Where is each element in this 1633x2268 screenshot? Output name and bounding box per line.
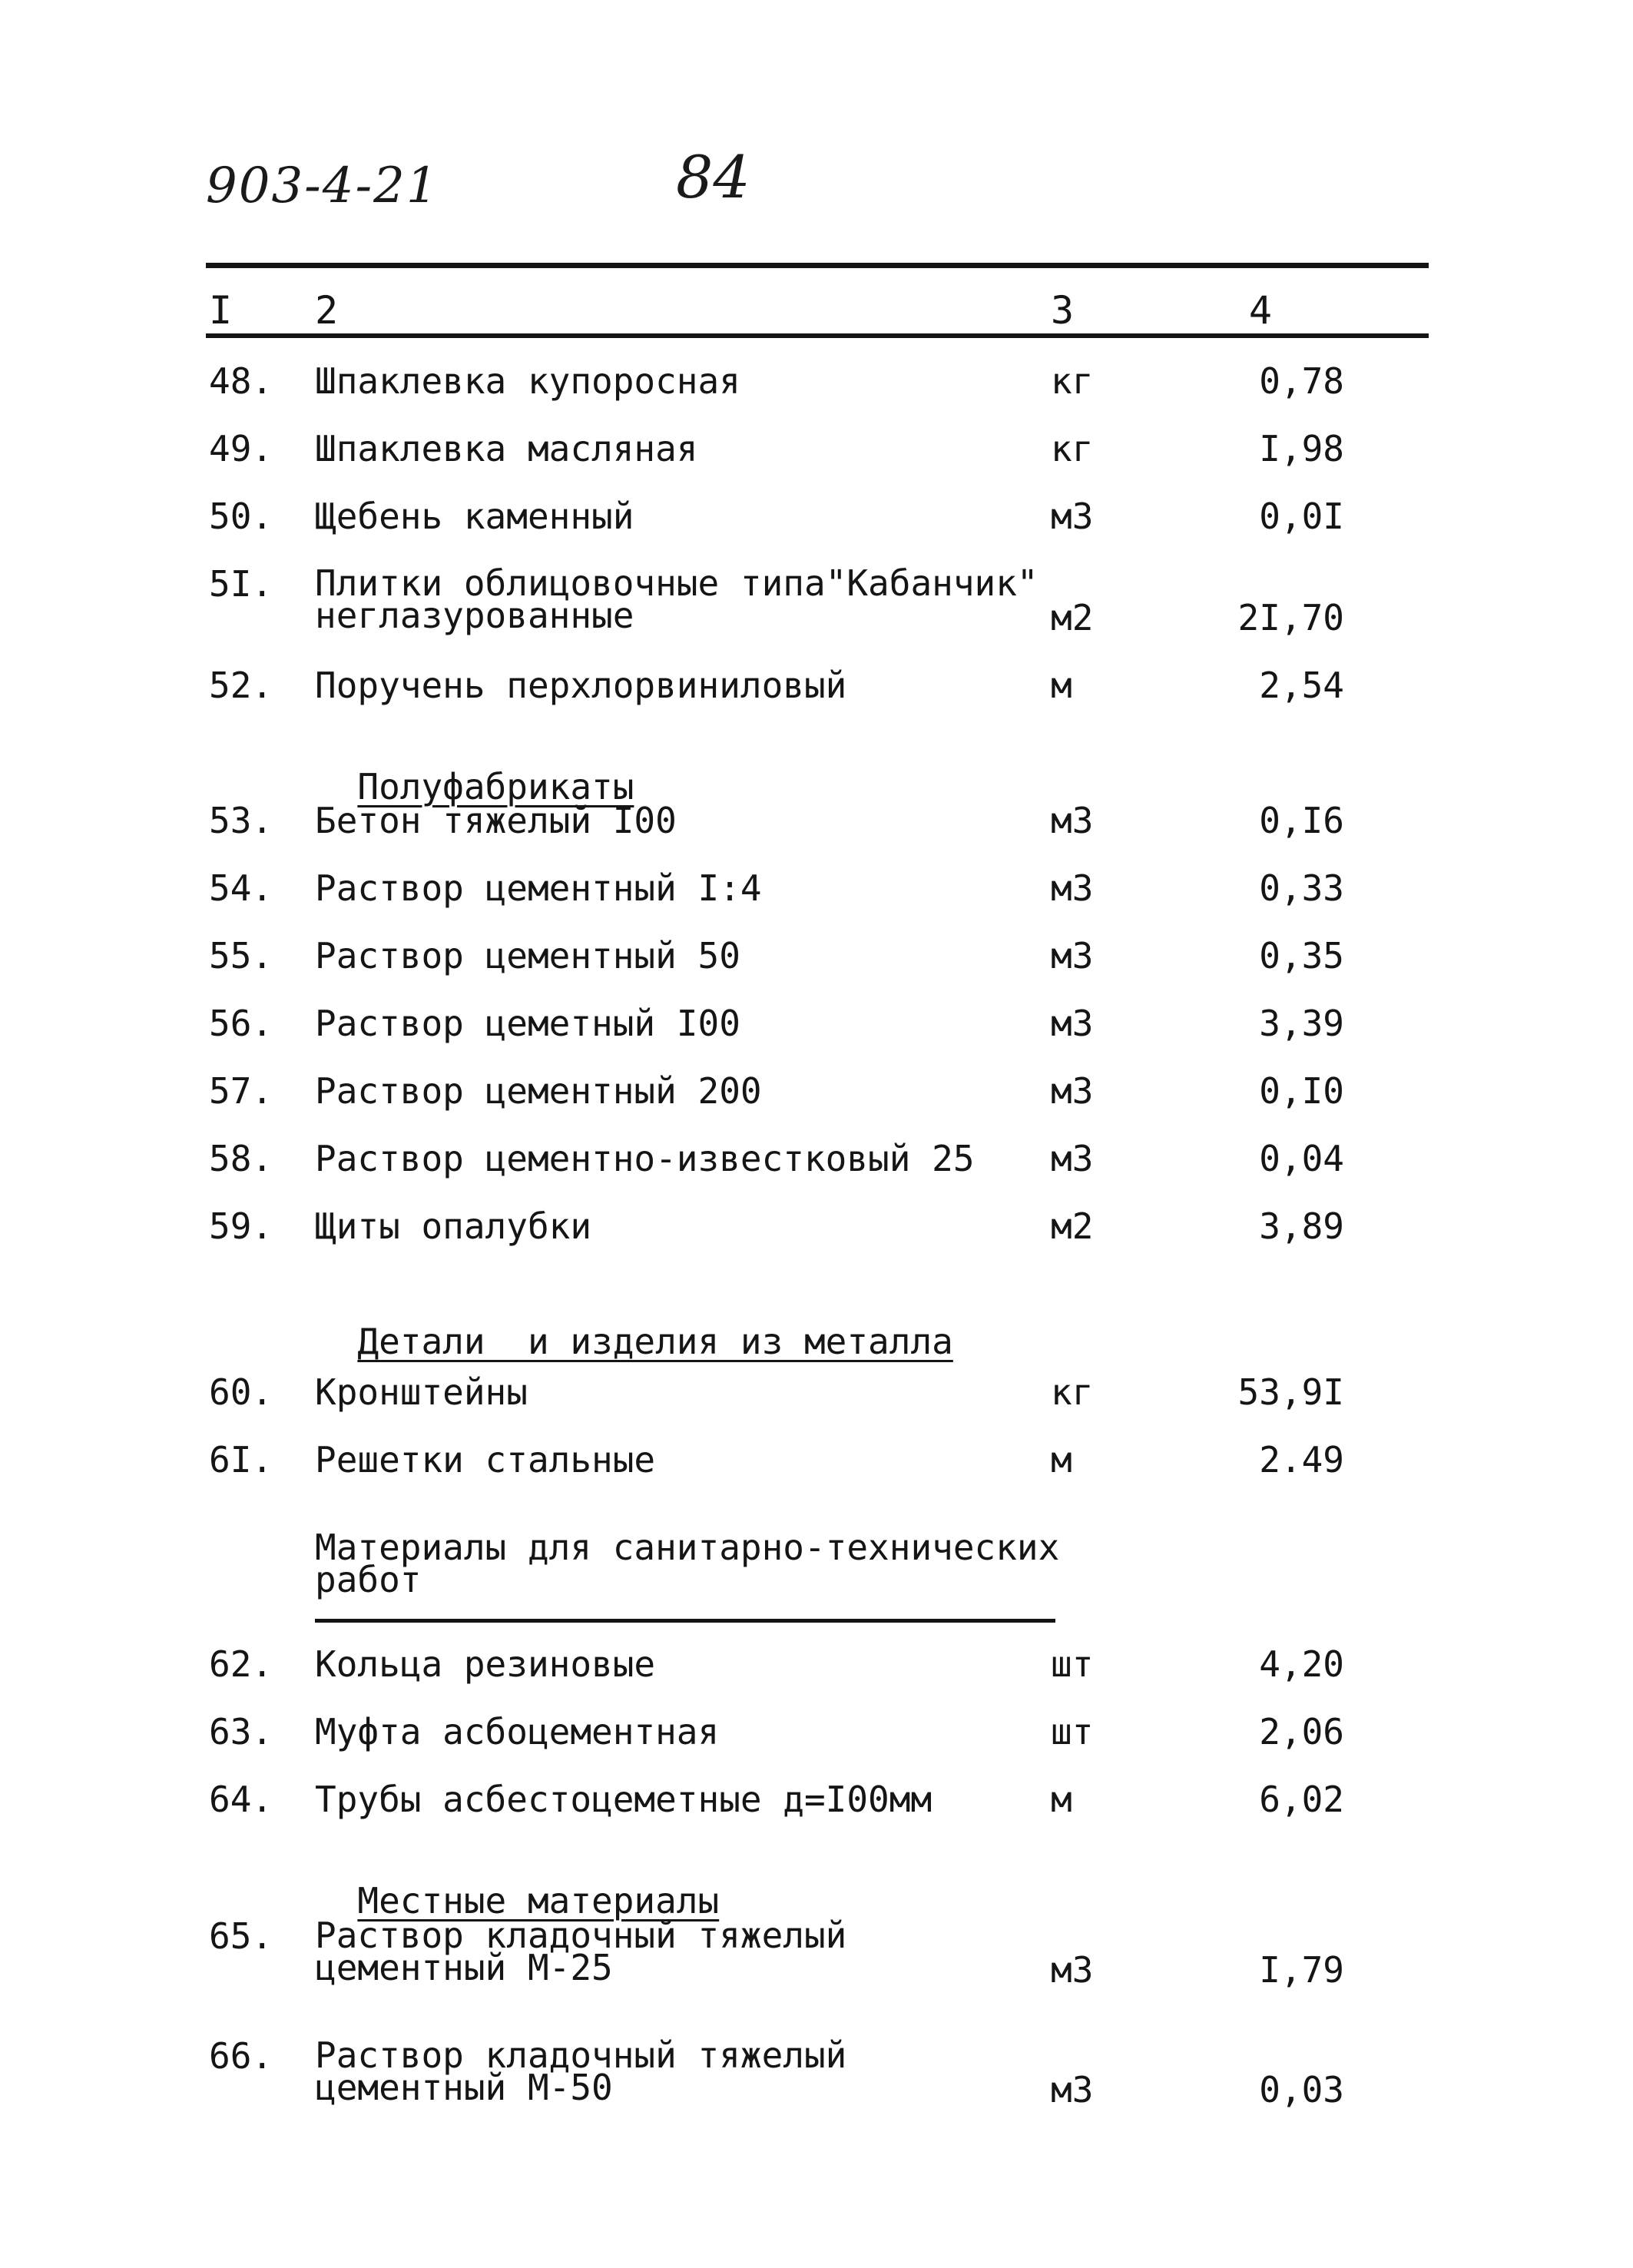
row-unit: м3 (1051, 496, 1094, 537)
row-unit: кг (1051, 360, 1094, 402)
row-unit: м2 (1051, 597, 1094, 638)
page-number: 84 (676, 143, 750, 211)
row-number: 54. (209, 867, 273, 909)
row-quantity: I,98 (1259, 428, 1344, 469)
row-name: Плитки облицовочные типа"Кабанчик" неглазурованные (315, 562, 1038, 636)
row-quantity: 53,9I (1237, 1371, 1344, 1413)
row-name: Шпаклевка масляная (315, 428, 698, 469)
row-unit: м3 (1051, 1138, 1094, 1179)
row-quantity: 3,89 (1259, 1205, 1344, 1247)
row-number: 49. (209, 428, 273, 469)
row-quantity: 0,I0 (1259, 1070, 1344, 1112)
section-heading-sanitary-line1: Материалы для санитарно-технических (315, 1527, 1060, 1568)
row-name: Раствор цементный I:4 (315, 867, 762, 909)
row-unit: кг (1051, 1371, 1094, 1413)
row-number: 50. (209, 496, 273, 537)
row-number: 63. (209, 1711, 273, 1752)
row-unit: м3 (1051, 1070, 1094, 1112)
row-number: 55. (209, 935, 273, 976)
section-heading-text: Местные материалы (357, 1880, 720, 1922)
row-quantity: 2,54 (1259, 665, 1344, 706)
row-quantity: 0,78 (1259, 360, 1344, 402)
row-name: Раствор кладочный тяжелый цементный М-50 (315, 2034, 847, 2108)
row-quantity: 0,0I (1259, 496, 1344, 537)
row-unit: м3 (1051, 867, 1094, 909)
column-header-1: I (209, 288, 233, 333)
row-number: 52. (209, 665, 273, 706)
row-number: 59. (209, 1205, 273, 1247)
section-heading-sanitary-line2: работ (315, 1559, 422, 1600)
row-quantity: 3,39 (1259, 1003, 1344, 1044)
row-name: Шпаклевка купоросная (315, 360, 740, 402)
row-number: 56. (209, 1003, 273, 1044)
row-quantity: 6,02 (1259, 1779, 1344, 1820)
column-header-2: 2 (315, 288, 339, 333)
row-name: Бетон тяжелый I00 (315, 800, 677, 841)
row-number: 53. (209, 800, 273, 841)
row-name: Щиты опалубки (315, 1205, 592, 1247)
row-unit: м (1051, 1779, 1072, 1820)
row-number: 58. (209, 1138, 273, 1179)
row-quantity: 0,04 (1259, 1138, 1344, 1179)
row-name: Раствор цеметный I00 (315, 1003, 740, 1044)
row-unit: кг (1051, 428, 1094, 469)
row-quantity: 2,06 (1259, 1711, 1344, 1752)
row-unit: шт (1051, 1711, 1094, 1752)
row-name: Раствор кладочный тяжелый цементный М-25 (315, 1915, 847, 1988)
row-number: 66. (209, 2035, 273, 2077)
row-number: 62. (209, 1643, 273, 1685)
section-heading-text: Детали и изделия из металла (357, 1321, 953, 1362)
row-unit: м3 (1051, 935, 1094, 976)
row-name: Поручень перхлорвиниловый (315, 665, 847, 706)
row-quantity: 2I,70 (1237, 597, 1344, 638)
row-name: Кронштейны (315, 1371, 528, 1413)
column-header-4: 4 (1248, 288, 1272, 333)
row-number: 60. (209, 1371, 273, 1413)
row-quantity: 0,35 (1259, 935, 1344, 976)
row-unit: м2 (1051, 1205, 1094, 1247)
row-number: 48. (209, 360, 273, 402)
row-name: Кольца резиновые (315, 1643, 656, 1685)
row-number: 64. (209, 1779, 273, 1820)
row-unit: м3 (1051, 1949, 1094, 1991)
row-quantity: 0,03 (1259, 2069, 1344, 2110)
row-name: Раствор цементный 200 (315, 1070, 762, 1112)
row-quantity: 2.49 (1259, 1439, 1344, 1480)
row-name: Щебень каменный (315, 496, 634, 537)
row-quantity: 0,I6 (1259, 800, 1344, 841)
row-name: Раствор цементно-известковый 25 (315, 1138, 975, 1179)
row-number: 65. (209, 1915, 273, 1957)
row-unit: м3 (1051, 1003, 1094, 1044)
row-name: Решетки стальные (315, 1439, 656, 1480)
row-name: Раствор цементный 50 (315, 935, 740, 976)
row-unit: м3 (1051, 800, 1094, 841)
section-heading-text: Полуфабрикаты (357, 766, 634, 807)
column-header-3: 3 (1051, 288, 1075, 333)
row-number: 5I. (209, 563, 273, 605)
row-number: 6I. (209, 1439, 273, 1480)
row-quantity: I,79 (1259, 1949, 1344, 1991)
section-heading-local-materials (315, 1850, 720, 1922)
table-header-rule (206, 333, 1429, 338)
row-unit: м3 (1051, 2069, 1094, 2110)
row-number: 57. (209, 1070, 273, 1112)
section-heading-underline (315, 1619, 1055, 1623)
document-code: 903-4-21 (206, 158, 439, 214)
row-unit: шт (1051, 1643, 1094, 1685)
row-unit: м (1051, 1439, 1072, 1480)
row-name: Муфта асбоцементная (315, 1711, 720, 1752)
row-quantity: 0,33 (1259, 867, 1344, 909)
section-heading-metal-parts (315, 1291, 953, 1362)
table-top-rule (206, 263, 1429, 268)
row-unit: м (1051, 665, 1072, 706)
row-name: Трубы асбестоцеметные д=I00мм (315, 1779, 932, 1820)
row-quantity: 4,20 (1259, 1643, 1344, 1685)
section-heading-semi-finished (315, 736, 634, 807)
